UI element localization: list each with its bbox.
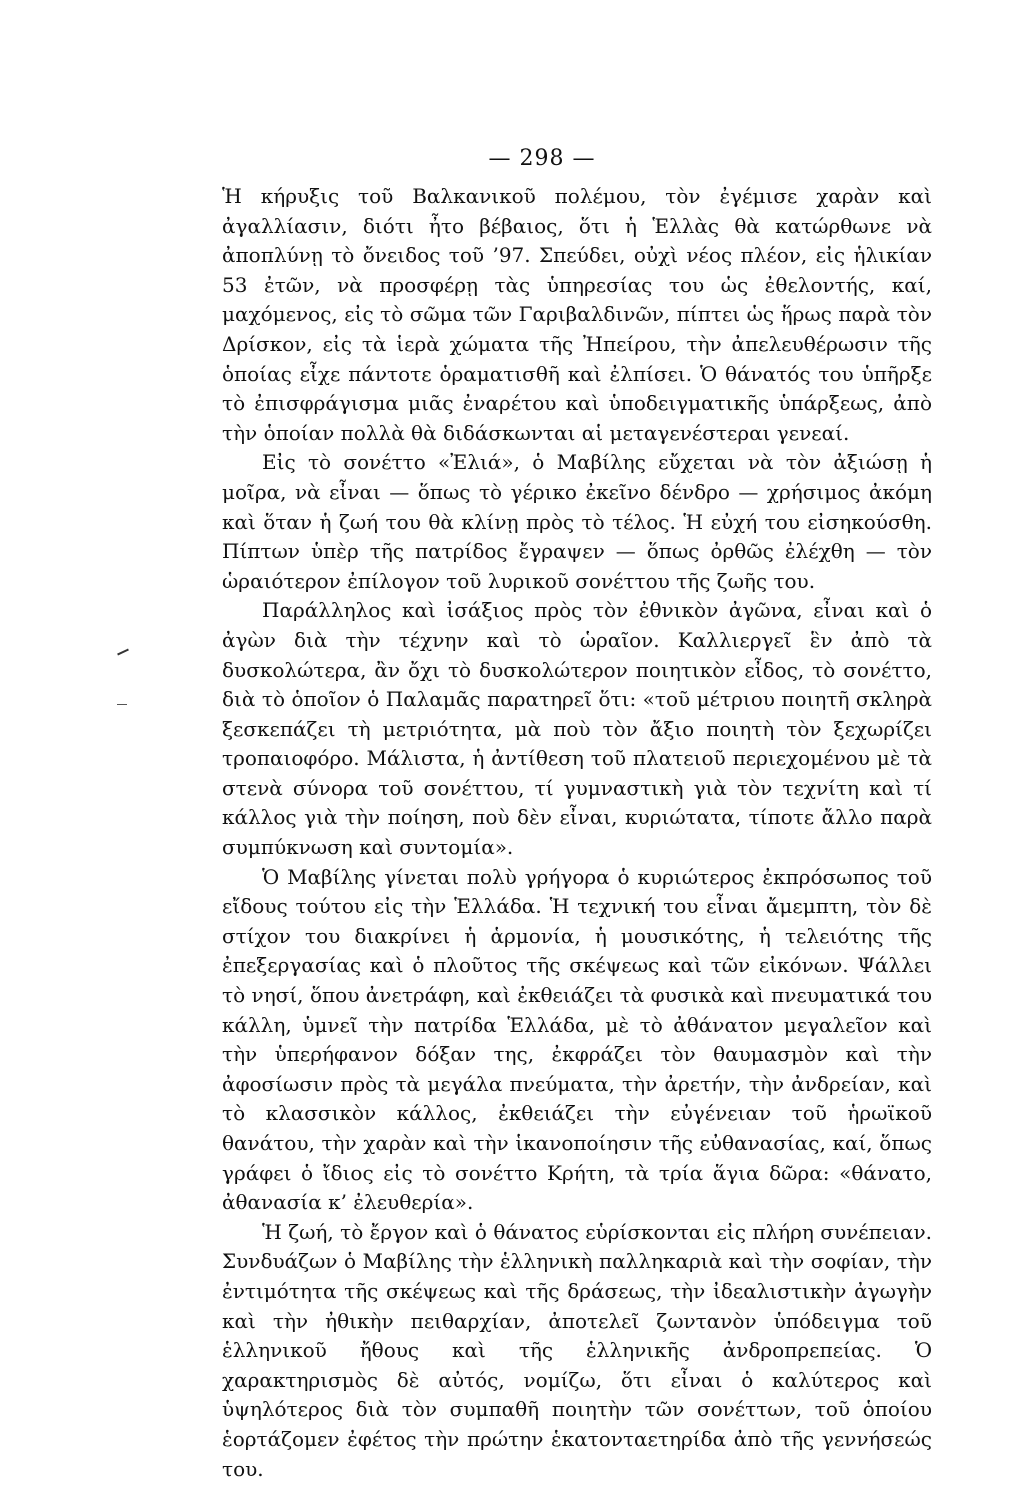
body-text xyxy=(222,182,932,1484)
paragraph: Παράλληλος καὶ ἰσάξιος πρὸς τὸν ἐθνικὸν ἀγῶνα, εἶναι καὶ ὁ ἀγὼν διὰ τὴν τέχνην καὶ τὸ ὡραῖον. Καλλιεργεῖ ἓν ἀπὸ τὰ δυσκολώτερα, ἂν ὄχι τὸ δυσκολώτερον ποιητικὸν εἶδος, τὸ σονέττο, διὰ τὸ ὁποῖον ὁ Παλαμᾶς παρατηρεῖ ὅτι: «τοῦ μέτριου ποιητῆ σκληρὰ ξεσκεπάζει τὴ μετριότητα, μὰ ποὺ τὸν ἄξιο ποιητὴ τὸν ξεχωρίζει τροπαιοφόρο. Μάλιστα, ἡ ἀντίθεση τοῦ πλατειοῦ περιεχομένου μὲ τὰ στενὰ σύνορα τοῦ σονέττου, τί γυμναστικὴ γιὰ τὸν τεχνίτη καὶ τί κάλλος γιὰ τὴν ποίηση, ποὺ δὲν εἶναι, κυριώτατα, τίποτε ἄλλο παρὰ συμπύκνωση καὶ συντομία». xyxy=(222,598,932,860)
paragraph: Ἡ κήρυξις τοῦ Βαλκανικοῦ πολέμου, τὸν ἐγέμισε χαρὰν καὶ ἀγαλλίασιν, διότι ἦτο βέβαιος, ὅτι ἡ Ἑλλὰς θὰ κατώρθωνε νὰ ἀποπλύνῃ τὸ ὄνειδος τοῦ ’97. Σπεύδει, οὐχὶ νέος πλέον, εἰς ἡλικίαν 53 ἐτῶν, νὰ προσφέρῃ τὰς ὑπηρεσίας του ὡς ἐθελοντής, καί, μαχόμενος, εἰς τὸ σῶμα τῶν Γαριβαλδινῶν, πίπτει ὡς ἥρως παρὰ τὸν Δρίσκον, εἰς τὰ ἱερὰ χώματα τῆς Ἠπείρου, τὴν ἀπελευθέρωσιν τῆς ὁποίας εἶχε πάντοτε ὁραματισθῆ καὶ ἐλπίσει. Ὁ θάνατός του ὑπῆρξε τὸ ἐπισφράγισμα μιᾶς ἐναρέτου καὶ ὑποδειγματικῆς ὑπάρξεως, ἀπὸ τὴν ὁποίαν πολλὰ θὰ διδάσκωνται αἱ μεταγενέστεραι γενεαί. xyxy=(222,184,932,445)
paragraph: Ἡ ζωή, τὸ ἔργον καὶ ὁ θάνατος εὑρίσκονται εἰς πλήρη συνέπειαν. Συνδυάζων ὁ Μαβίλης τὴν ἑλληνικὴ παλληκαριὰ καὶ τὴν σοφίαν, τὴν ἐντιμότητα τῆς σκέψεως καὶ τῆς δράσεως, τὴν ἰδεαλιστικὴν ἀγωγὴν καὶ τὴν ἠθικὴν πειθαρχίαν, ἀποτελεῖ ζωντανὸν ὑπόδειγμα τοῦ ἑλληνικοῦ ἤθους καὶ τῆς ἑλληνικῆς ἀνδροπρεπείας. Ὁ χαρακτηρισμὸς δὲ αὐτός, νομίζω, ὅτι εἶναι ὁ καλύτερος καὶ ὑψηλότερος διὰ τὸν συμπαθῆ ποιητὴν τῶν σονέττων, τοῦ ὁποίου ἑορτάζομεν ἐφέτος τὴν πρώτην ἑκατονταετηρίδα ἀπὸ τῆς γεννήσεώς του. xyxy=(222,1219,932,1481)
margin-mark xyxy=(117,704,127,705)
paragraph: Ὁ Μαβίλης γίνεται πολὺ γρήγορα ὁ κυριώτερος ἐκπρόσωπος τοῦ εἴδους τούτου εἰς τὴν Ἑλλάδα. Ἡ τεχνική του εἶναι ἄμεμπτη, τὸν δὲ στίχον του διακρίνει ἡ ἁρμονία, ἡ μουσικότης, ἡ τελειότης τῆς ἐπεξεργασίας καὶ ὁ πλοῦτος τῆς σκέψεως καὶ τῶν εἰκόνων. Ψάλλει τὸ νησί, ὅπου ἀνετράφη, καὶ ἐκθειάζει τὰ φυσικὰ καὶ πνευματικά του κάλλη, ὑμνεῖ τὴν πατρίδα Ἑλλάδα, μὲ τὸ ἀθάνατον μεγαλεῖον καὶ τὴν ὑπερήφανον δόξαν της, ἐκφράζει τὸν θαυμασμὸν καὶ τὴν ἀφοσίωσιν πρὸς τὰ μεγάλα πνεύματα, τὴν ἀρετήν, τὴν ἀνδρείαν, καὶ τὸ κλασσικὸν κάλλος, ἐκθειάζει τὴν εὐγένειαν τοῦ ἡρωϊκοῦ θανάτου, τὴν χαρὰν καὶ τὴν ἱκανοποίησιν τῆς εὐθανασίας, καί, ὅπως γράφει ὁ ἴδιος εἰς τὸ σονέττο Κρήτη, τὰ τρία ἅγια δῶρα: «θάνατο, ἀθανασία κ’ ἐλευθερία». xyxy=(222,864,932,1215)
page-number: — 298 — xyxy=(488,146,596,171)
paragraph: Εἰς τὸ σονέττο «Ἐλιά», ὁ Μαβίλης εὔχεται νὰ τὸν ἀξιώσῃ ἡ μοῖρα, νὰ εἶναι — ὅπως τὸ γέρικο ἐκεῖνο δένδρο — χρήσιμος ἀκόμη καὶ ὅταν ἡ ζωή του θὰ κλίνῃ πρὸς τὸ τέλος. Ἡ εὐχή του εἰσηκούσθη. Πίπτων ὑπὲρ τῆς πατρίδος ἔγραψεν — ὅπως ὀρθῶς ἐλέχθη — τὸν ὡραιότερον ἐπίλογον τοῦ λυρικοῦ σονέττου τῆς ζωῆς του. xyxy=(222,450,932,593)
margin-mark xyxy=(117,649,129,656)
